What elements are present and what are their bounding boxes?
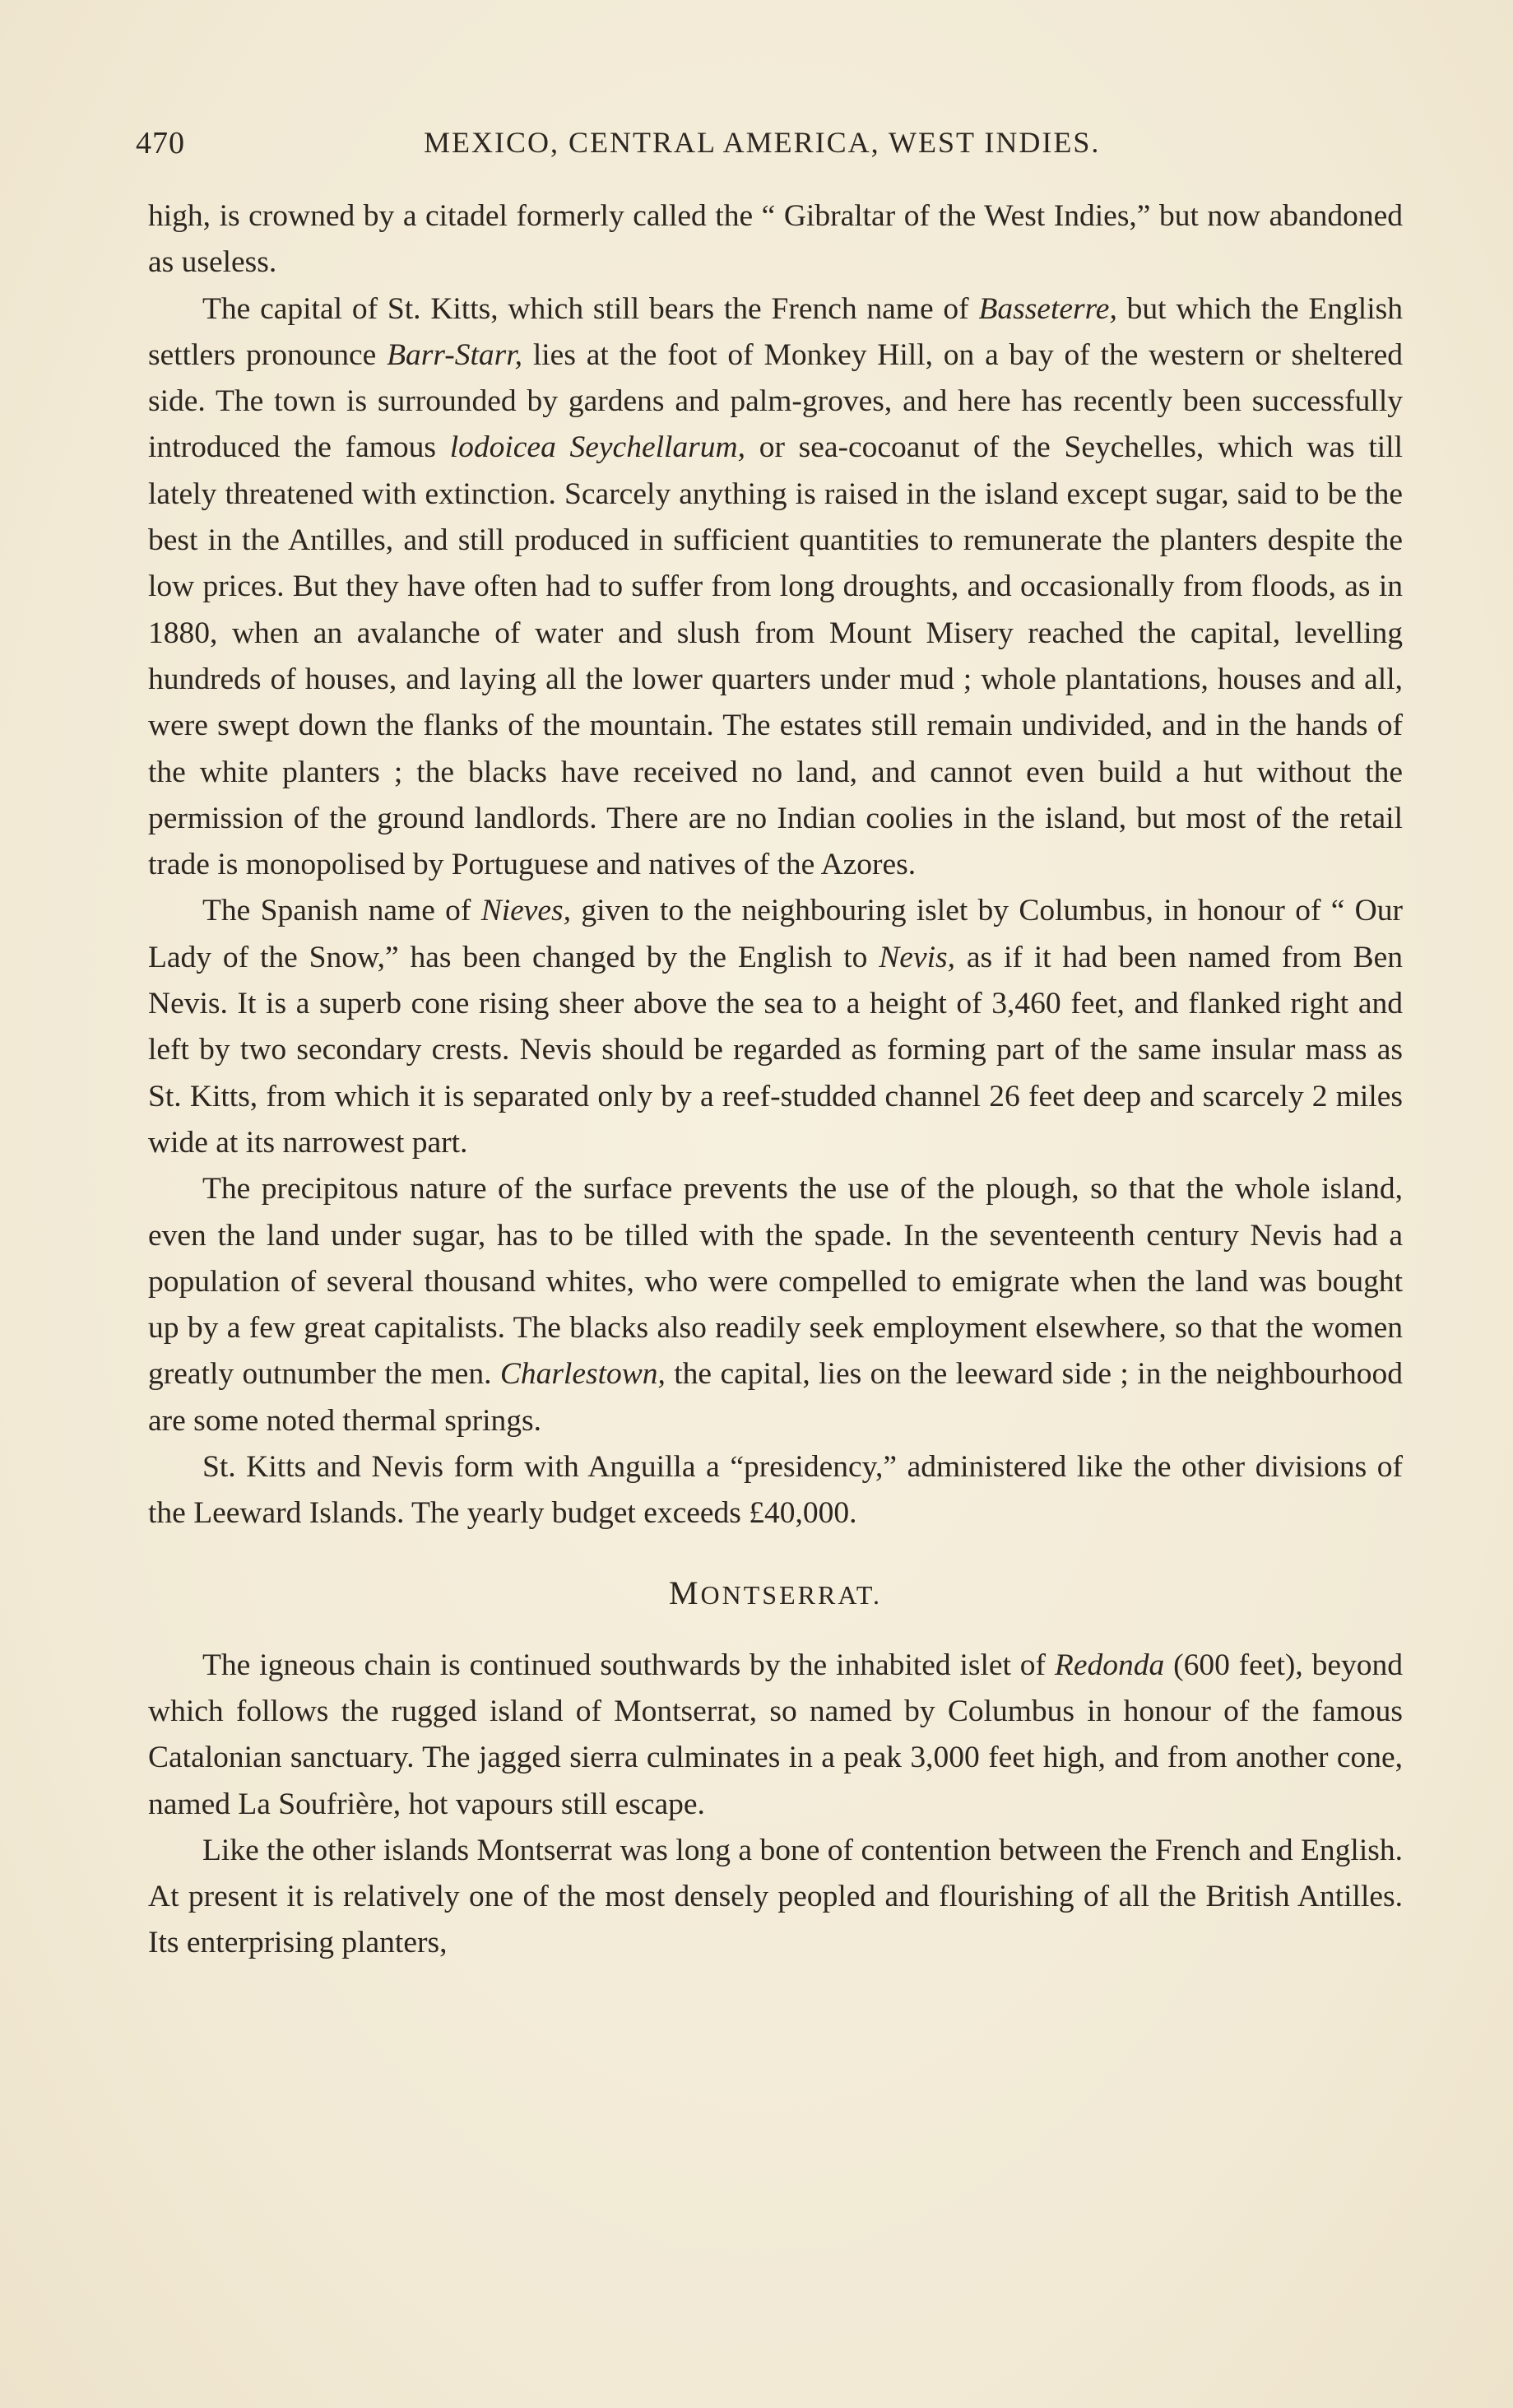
body-text [148, 193, 1403, 1967]
text-run: The Spanish name of [202, 894, 481, 928]
text-run: but which the English settlers pronounce [148, 291, 1403, 372]
paragraph [148, 1643, 1403, 1828]
text-run: (600 feet), beyond which follows the rugged island of Montserrat, so named by Columbus in honour of the famous Catalonian sanctuary. The jagged sierra culminates in a peak 3,000 feet high, and from another cone, named La Soufrière, hot vapours still escape. [148, 1648, 1403, 1821]
text-run: given to the neighbouring islet by Columbus, in honour of “ Our Lady of the Snow,” has been changed by the English to [148, 894, 1403, 974]
paragraph [148, 193, 1403, 286]
text-run: Like the other islands Montserrat was long a bone of contention between the French and English. At present it is relatively one of the most densely peopled and flourishing of all the British Antilles. Its enterprising planters, [148, 1833, 1403, 1960]
running-title: MEXICO, CENTRAL AMERICA, WEST INDIES. [424, 126, 1101, 159]
italic-run: Barr-Starr, [387, 337, 523, 372]
section-heading-rest: ONTSERRAT. [700, 1579, 883, 1610]
paragraph [148, 1828, 1403, 1967]
text-run: The precipitous nature of the surface prevents the use of the plough, so that the whole island, even the land under sugar, has to be tilled with the spade. In the seventeenth century Nevis had a population of several thousand whites, who were compelled to emigrate when the land was bought up by a few great capitalists. The blacks also readily seek employment elsewhere, so that the women greatly outnumber the men. [148, 1172, 1403, 1392]
section-heading-initial: M [668, 1574, 701, 1611]
italic-run: Nevis, [879, 940, 955, 974]
text-run: The igneous chain is continued southwards by the inhabited islet of [202, 1648, 1055, 1682]
text-run: or sea-cocoanut of the Seychelles, which was till lately threatened with extinction. Scarcely anything is raised in the island except sugar, said to be the best in the Antilles, and still produced in sufficient quantities to remunerate the planters despite the low prices. But they have often had to suffer from long droughts, and occasionally from floods, as in 1880, when an avalanche of water and slush from Mount Misery reached the capital, levelling hundreds of houses, and laying all the lower quarters under mud ; whole plantations, houses and all, were swept down the flanks of the mountain. The estates still remain undivided, and in the hands of the white planters ; the blacks have received no land, and cannot even build a hut without the permission of the ground landlords. There are no Indian coolies in the island, but most of the retail trade is monopolised by Portuguese and natives of the Azores. [148, 430, 1403, 882]
italic-run: Basseterre, [978, 291, 1117, 326]
paragraph [148, 286, 1403, 889]
section-heading [148, 1569, 1403, 1620]
italic-run: Charlestown, [499, 1357, 666, 1392]
running-head [136, 125, 1172, 166]
paragraph [148, 888, 1403, 1166]
text-run: high, is crowned by a citadel formerly called the “ Gibraltar of the West Indies,” but now abandoned as useless. [148, 199, 1403, 280]
italic-run: Redonda [1054, 1648, 1165, 1682]
page-number: 470 [136, 126, 185, 160]
paragraph [148, 1444, 1403, 1537]
text-run: The capital of St. Kitts, which still bears the French name of [202, 291, 979, 326]
italic-run: Nieves, [480, 894, 572, 928]
italic-run: lodoicea Seychellarum, [449, 430, 745, 465]
paragraph [148, 1166, 1403, 1444]
text-run: St. Kitts and Nevis form with Anguilla a “presidency,” administered like the other divisions of the Leeward Islands. The yearly budget exceeds £40,000. [148, 1450, 1403, 1531]
text-run: as if it had been named from Ben Nevis. It is a superb cone rising sheer above the sea to a height of 3,460 feet, and flanked right and left by two secondary crests. Nevis should be regarded as forming part of the same insular mass as St. Kitts, from which it is separated only by a reef-studded channel 26 feet deep and scarcely 2 miles wide at its narrowest part. [148, 940, 1403, 1160]
text-run: the capital, lies on the leeward side ; in the neighbourhood are some noted thermal springs. [148, 1357, 1403, 1438]
text-run: lies at the foot of Monkey Hill, on a bay of the western or sheltered side. The town is surrounded by gardens and palm-groves, and here has recently been successfully introduced the famous [148, 337, 1403, 465]
